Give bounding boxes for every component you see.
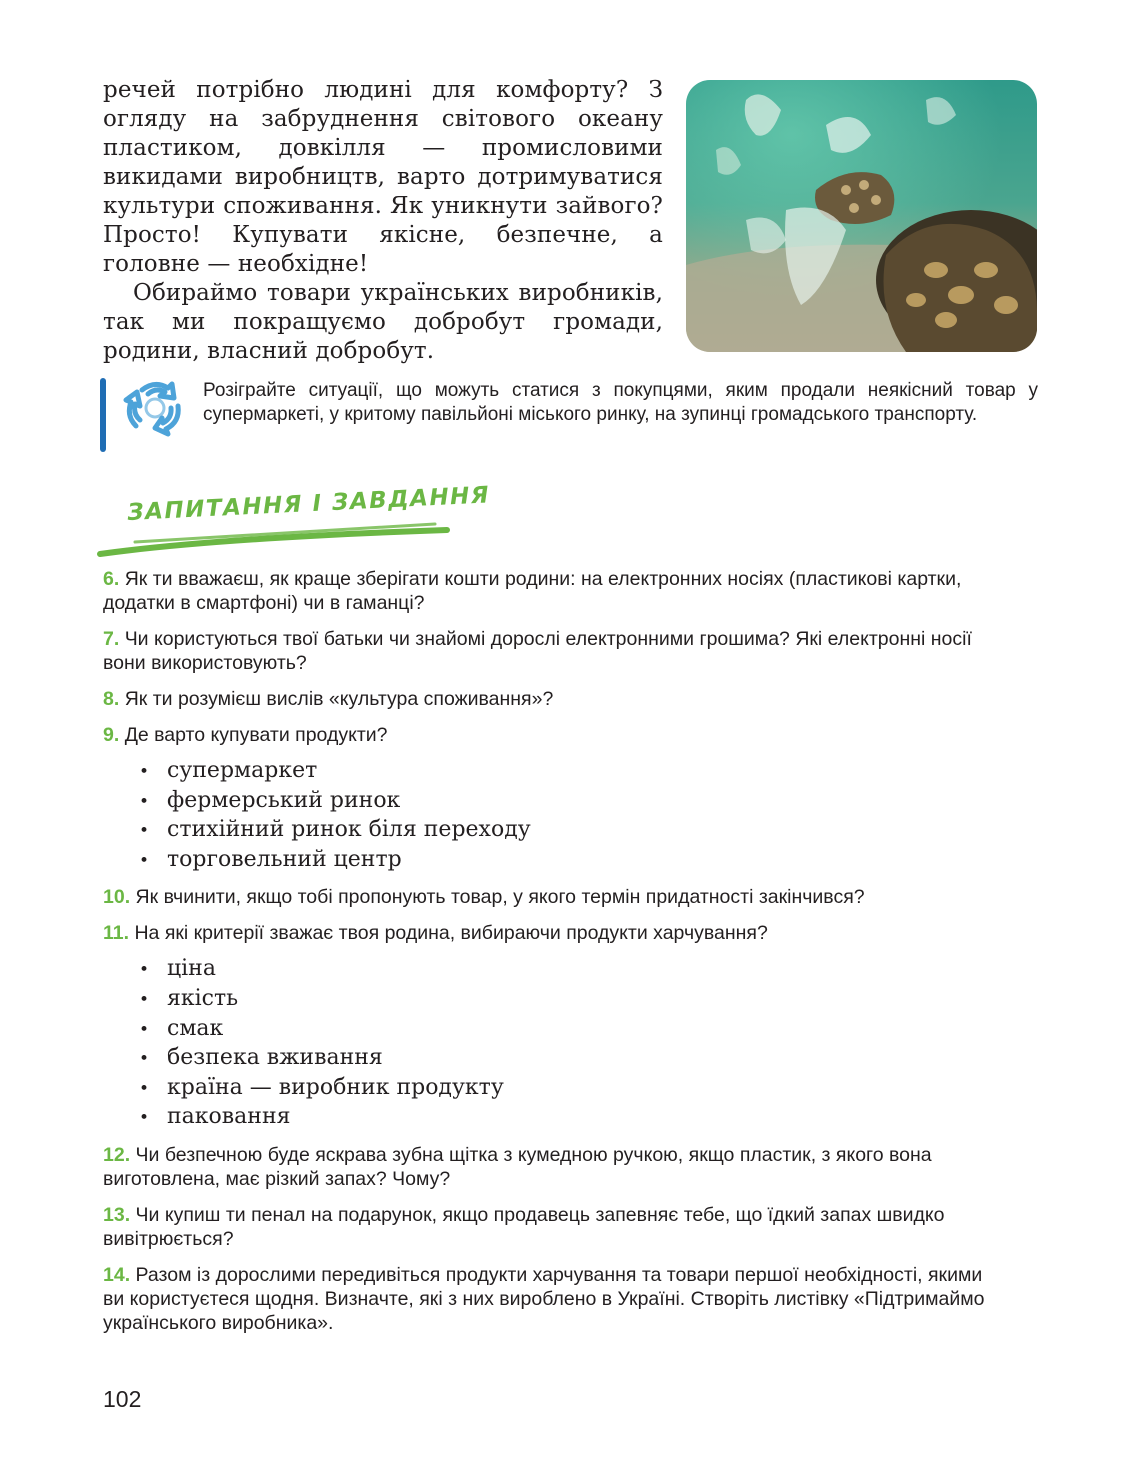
question-text: Разом із дорослими передивіться продукти харчування та товари першої необхідності, якими ви користуєтеся щодня. Визначте, які з них вироблено в Україні. Створіть листівку «Підтримаймо українського виробника».	[103, 1263, 985, 1334]
list-item: • смак	[139, 1015, 1003, 1045]
question-12	[103, 1143, 1003, 1191]
question-number: 11.	[103, 922, 130, 945]
question-11-options	[103, 955, 1003, 1133]
activity-accent-bar	[100, 378, 106, 452]
question-9-options	[103, 757, 1003, 875]
list-item: • якість	[139, 985, 1003, 1015]
question-11	[103, 921, 1003, 945]
question-14	[103, 1263, 1003, 1335]
question-13	[103, 1203, 1003, 1251]
question-number: 10.	[103, 886, 131, 909]
question-number: 7.	[103, 628, 120, 650]
question-text: На які критерії зважає твоя родина, вибираючи продукти харчування?	[134, 922, 768, 945]
question-number: 12.	[103, 1143, 131, 1166]
question-number: 9.	[103, 724, 120, 746]
list-item: • стихійний ринок біля переходу	[139, 816, 1003, 846]
questions-list	[103, 567, 1003, 1347]
list-item: • ціна	[139, 955, 1003, 985]
question-9	[103, 723, 1003, 747]
list-item: • фермерський ринок	[139, 787, 1003, 817]
section-title: ЗАПИТАННЯ І ЗАВДАННЯ	[126, 482, 491, 526]
question-text: Як ти вважаєш, як краще зберігати кошти родини: на електронних носіях (пластикові картки, додатки в смартфоні) чи в гаманці?	[103, 568, 962, 614]
question-text: Чи користуються твої батьки чи знайомі дорослі електронними грошима? Які електронні носії вони використовують?	[103, 628, 972, 674]
question-text: Чи купиш ти пенал на подарунок, якщо продавець запевняє тебе, що їдкий запах швидко вивітрюється?	[103, 1203, 945, 1250]
question-8	[103, 687, 1003, 711]
question-text: Де варто купувати продукти?	[124, 724, 388, 746]
list-item: • торговельний центр	[139, 846, 1003, 876]
question-7	[103, 627, 1003, 675]
list-item: • супермаркет	[139, 757, 1003, 787]
recycle-arrows-icon	[122, 376, 188, 438]
list-item: • безпека вживання	[139, 1044, 1003, 1074]
question-text: Чи безпечною буде яскрава зубна щітка з кумедною ручкою, якщо пластик, з якого вона виготовлена, має різкий запах? Чому?	[103, 1143, 932, 1190]
list-item: • країна — виробник продукту	[139, 1074, 1003, 1104]
intro-text	[103, 76, 663, 366]
question-10	[103, 885, 1003, 909]
activity-text: Розіграйте ситуації, що можуть статися з покупцями, яким продали неякісний товар у супермаркеті, у критому павільйоні міського ринку, на зупинці громадського транспорту.	[203, 380, 1038, 425]
turtle-plastic-photo	[686, 80, 1037, 352]
intro-paragraph-2: Обираймо товари українських виробників, так ми покращуємо добробут громади, родини, власний добробут.	[103, 280, 663, 364]
question-number: 6.	[103, 568, 120, 590]
question-text: Як вчинити, якщо тобі пропонують товар, у якого термін придатності закінчився?	[135, 886, 865, 909]
question-number: 8.	[103, 688, 120, 710]
question-number: 13.	[103, 1203, 131, 1226]
question-number: 14.	[103, 1263, 131, 1286]
intro-paragraph-1: речей потрібно людині для комфорту? З огляду на забруднення світового океану пластиком, довкілля — промисловими викидами виробництв, варто дотримуватися культури споживання. Як уникнути зайвого? Просто! Купувати якісне, безпечне, а головне — необхідне!	[103, 77, 663, 277]
question-text: Як ти розумієш вислів «культура споживання»?	[124, 688, 554, 710]
activity-box	[100, 376, 1045, 456]
page-number: 102	[103, 1386, 142, 1412]
list-item: • паковання	[139, 1103, 1003, 1133]
section-heading	[95, 482, 491, 560]
question-6	[103, 567, 1003, 615]
